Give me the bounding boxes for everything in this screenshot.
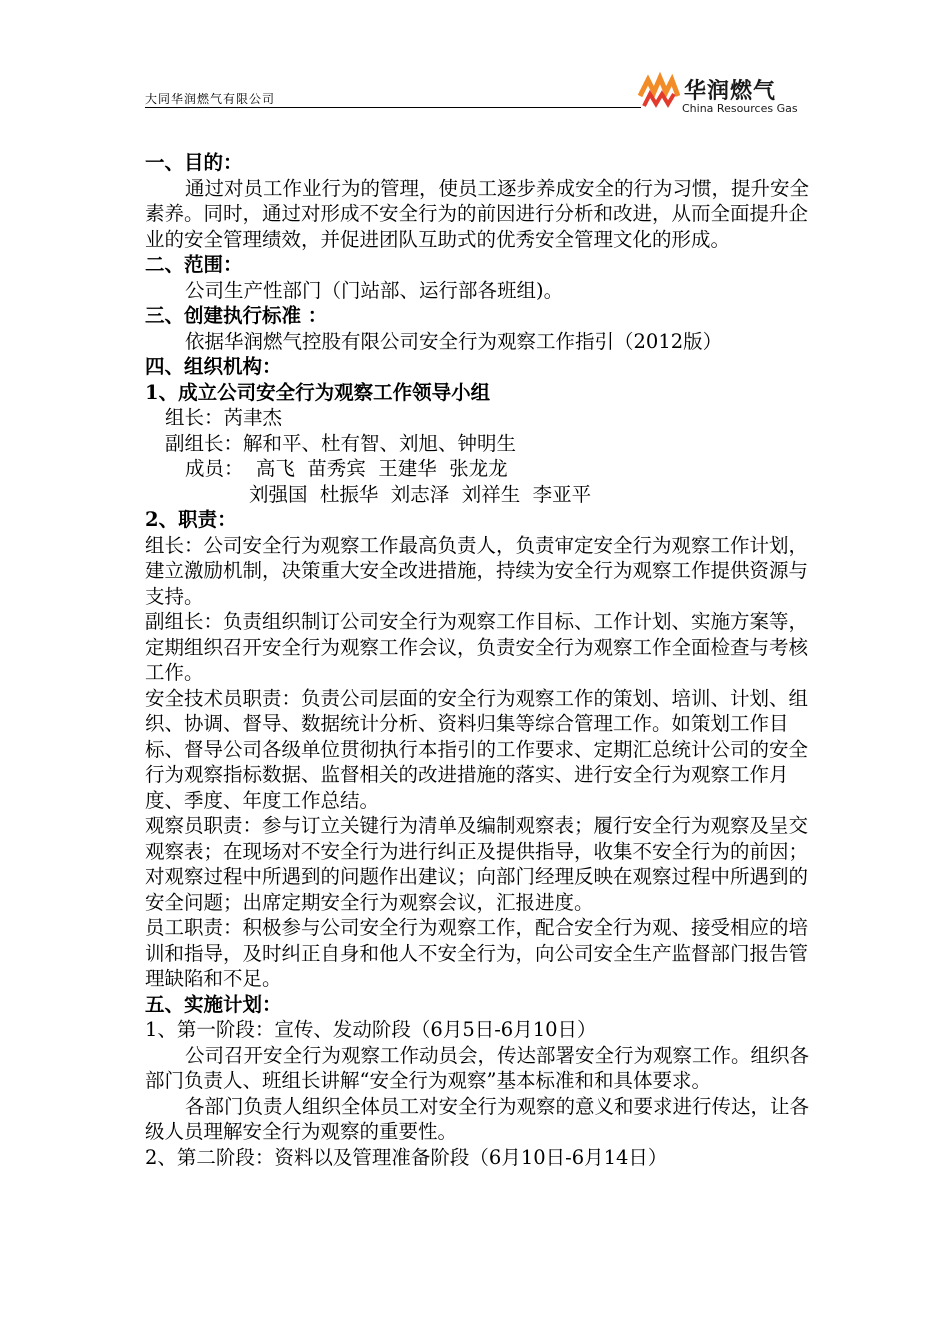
group-members-line-1: 成员： 高飞 苗秀宾 王建华 张龙龙 (185, 457, 508, 480)
duty-safety-technician: 安全技术员职责：负责公司层面的安全行为观察工作的策划、培训、计划、组织、协调、督导、数据统计分析、资料归集等综合管理工作。如策划工作目标、督导公司各级单位贯彻执行本指引的工作要求、定期汇总统计公司的安全行为观察指标数据、监督相关的改进措施的落实、进行安全行为观察工作月度、季度、年度工作总结。 (145, 686, 809, 812)
plan-phase-1-paragraph-1: 公司召开安全行为观察工作动员会，传达部署安全行为观察工作。组织各部门负责人、班组长讲解“安全行为观察”基本标准和和具体要求。 (145, 1043, 810, 1092)
standard-paragraph: 依据华润燃气控股有限公司安全行为观察工作指引（2012版） (185, 329, 723, 353)
section-title-plan: 五、实施计划： (145, 992, 282, 1016)
document-body (145, 150, 815, 1170)
company-name: 大同华润燃气有限公司 (145, 92, 276, 106)
company-logo (638, 62, 818, 120)
plan-phase-1: 1、第一阶段：宣传、发动阶段（6月5日-6月10日） (145, 1018, 597, 1041)
subsection-duties: 2、职责： (145, 508, 237, 531)
group-deputy: 副组长：解和平、杜有智、刘旭、钟明生 (165, 431, 517, 455)
plan-phase-1-paragraph-2: 各部门负责人组织全体员工对安全行为观察的意义和要求进行传达，让各级人员理解安全行为观察的重要性。 (145, 1094, 810, 1143)
header-rule (145, 107, 641, 108)
group-leader: 组长：芮聿杰 (165, 406, 283, 429)
section-title-standard: 三、创建执行标准 ： (145, 304, 328, 327)
duty-observer: 观察员职责：参与订立关键行为清单及编制观察表；履行安全行为观察及呈交观察表；在现场对不安全行为进行纠正及提供指导，收集不安全行为的前因；对观察过程中所遇到的问题作出建议；向部门经理反映在观察过程中所遇到的安全问题；出席定期安全行为观察会议，汇报进度。 (145, 814, 809, 914)
duty-leader: 组长：公司安全行为观察工作最高负责人，负责审定安全行为观察工作计划，建立激励机制，决策重大安全改进措施，持续为安全行为观察工作提供资源与支持。 (145, 533, 809, 608)
china-resources-logo-icon (638, 66, 680, 108)
logo-chinese-text: 华润燃气 (684, 79, 777, 104)
subsection-leading-group: 1、成立公司安全行为观察工作领导小组 (145, 380, 491, 404)
scope-paragraph: 公司生产性部门（门站部、运行部各班组)。 (185, 278, 564, 302)
duty-employee: 员工职责：积极参与公司安全行为观察工作，配合安全行为观、接受相应的培训和指导，及时纠正自身和他人不安全行为，向公司安全生产监督部门报告管理缺陷和不足。 (145, 916, 809, 990)
purpose-paragraph: 通过对员工作业行为的管理，使员工逐步养成安全的行为习惯，提升安全素养。同时，通过对形成不安全行为的前因进行分析和改进，从而全面提升企业的安全管理绩效，并促进团队互助式的优秀安全管理文化的形成。 (145, 176, 810, 251)
section-title-scope: 二、范围： (145, 253, 243, 276)
page-header (145, 62, 815, 122)
logo-english-text: China Resources Gas (682, 102, 798, 115)
group-members-line-2: 刘强国 杜振华 刘志泽 刘祥生 李亚平 (249, 482, 592, 506)
plan-phase-2: 2、第二阶段：资料以及管理准备阶段（6月10日-6月14日） (145, 1145, 668, 1169)
section-title-organization: 四、组织机构： (145, 355, 282, 378)
duty-deputy: 副组长：负责组织制订公司安全行为观察工作目标、工作计划、实施方案等，定期组织召开安全行为观察工作会议，负责安全行为观察工作全面检查与考核工作。 (145, 610, 809, 684)
section-title-purpose: 一、目的： (145, 151, 243, 174)
